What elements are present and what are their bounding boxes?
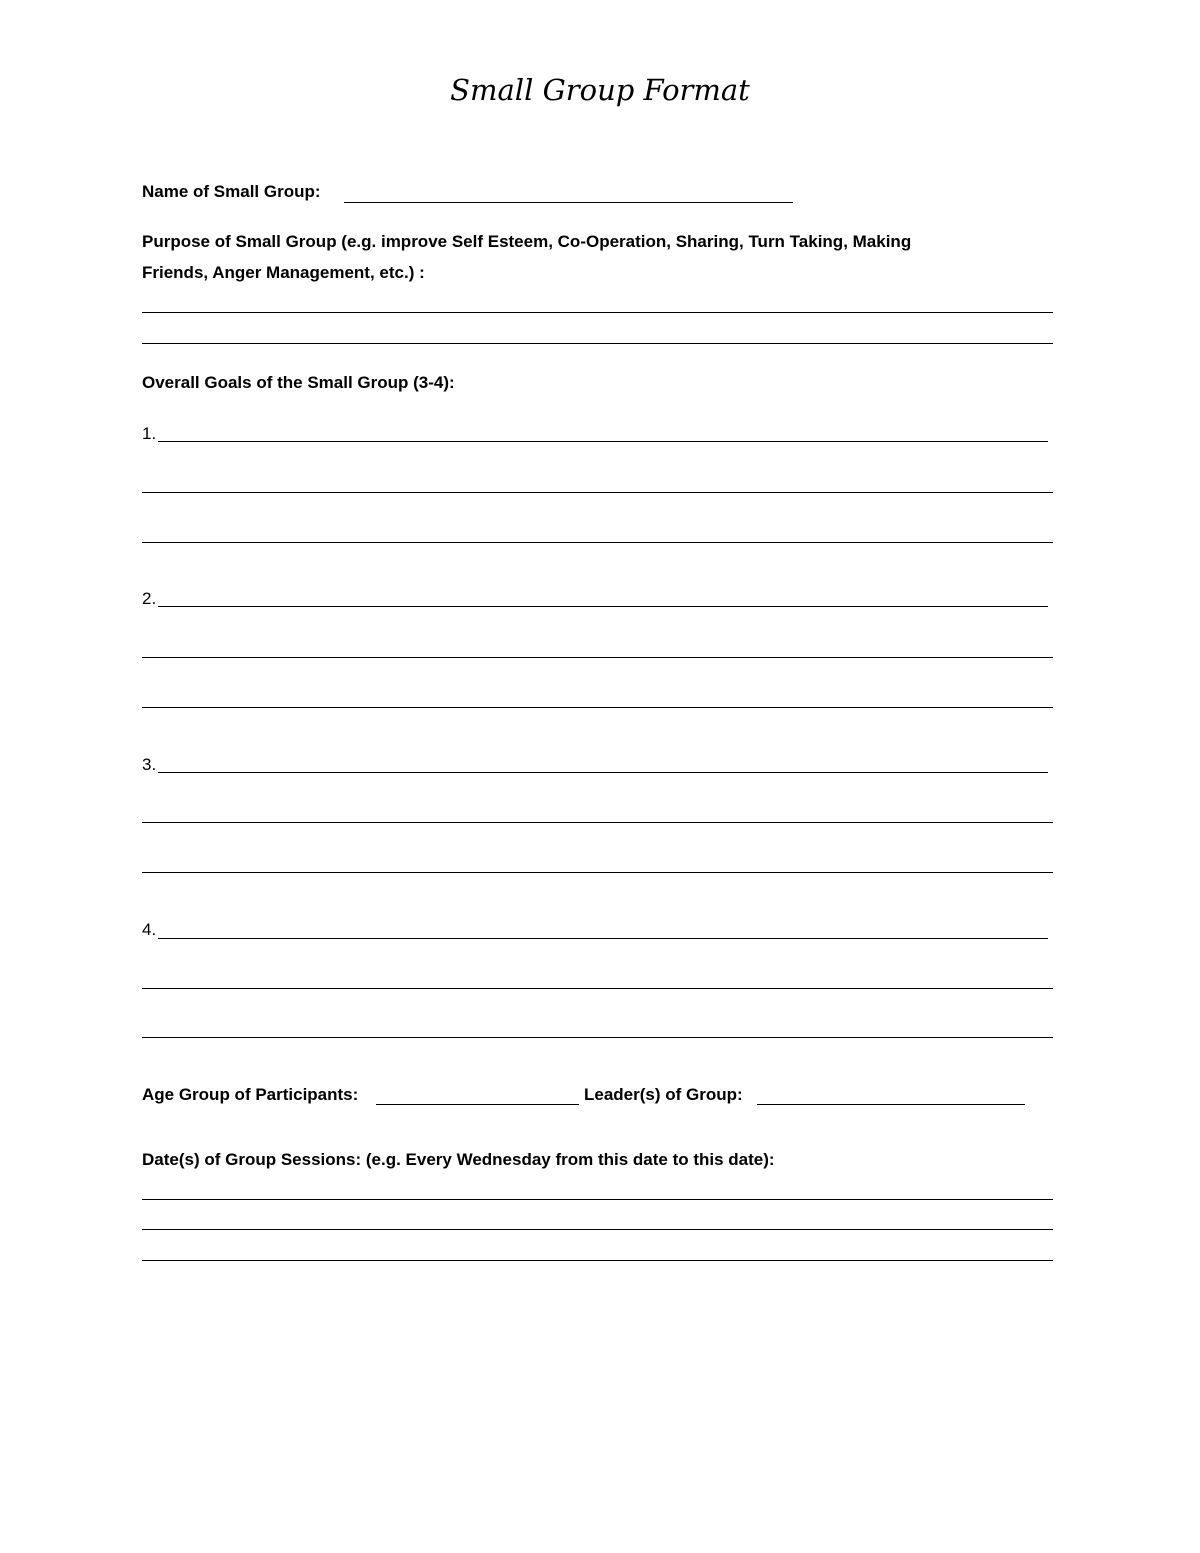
goal-3-field-line-2[interactable] bbox=[142, 822, 1053, 823]
goal-2-field-line-3[interactable] bbox=[142, 707, 1053, 708]
goal-1-field-line-1[interactable] bbox=[158, 441, 1048, 442]
leader-label: Leader(s) of Group: bbox=[584, 1085, 743, 1104]
goal-number: 3. bbox=[142, 755, 157, 774]
goal-number: 2. bbox=[142, 589, 157, 608]
goal-2-field-line-2[interactable] bbox=[142, 657, 1053, 658]
goal-3-field-line-3[interactable] bbox=[142, 872, 1053, 873]
purpose-field-line-1[interactable] bbox=[142, 312, 1053, 313]
purpose-label-line-1: Purpose of Small Group (e.g. improve Self Esteem, Co-Operation, Sharing, Turn Taking, Making bbox=[142, 232, 912, 251]
age-group-label: Age Group of Participants: bbox=[142, 1085, 359, 1104]
session-dates-field-line-2[interactable] bbox=[142, 1229, 1053, 1230]
leader-field[interactable] bbox=[757, 1104, 1025, 1105]
goal-2-field-line-1[interactable] bbox=[158, 606, 1048, 607]
name-of-group-label: Name of Small Group: bbox=[142, 182, 321, 201]
goal-1-field-line-3[interactable] bbox=[142, 542, 1053, 543]
session-dates-label: Date(s) of Group Sessions: (e.g. Every Wednesday from this date to this date): bbox=[142, 1150, 775, 1169]
purpose-label-line-2: Friends, Anger Management, etc.) : bbox=[142, 263, 425, 282]
goal-number: 4. bbox=[142, 920, 157, 939]
page-title: Small Group Format bbox=[450, 73, 750, 107]
goal-1-field-line-2[interactable] bbox=[142, 492, 1053, 493]
goal-3-field-line-1[interactable] bbox=[158, 772, 1048, 773]
goal-4-field-line-2[interactable] bbox=[142, 988, 1053, 989]
session-dates-field-line-1[interactable] bbox=[142, 1199, 1053, 1200]
goal-number: 1. bbox=[142, 424, 157, 443]
age-group-field[interactable] bbox=[376, 1104, 579, 1105]
overall-goals-label: Overall Goals of the Small Group (3-4): bbox=[142, 373, 455, 392]
session-dates-field-line-3[interactable] bbox=[142, 1260, 1053, 1261]
name-of-group-field[interactable] bbox=[344, 202, 793, 203]
goal-4-field-line-1[interactable] bbox=[158, 938, 1048, 939]
purpose-field-line-2[interactable] bbox=[142, 343, 1053, 344]
goal-4-field-line-3[interactable] bbox=[142, 1037, 1053, 1038]
